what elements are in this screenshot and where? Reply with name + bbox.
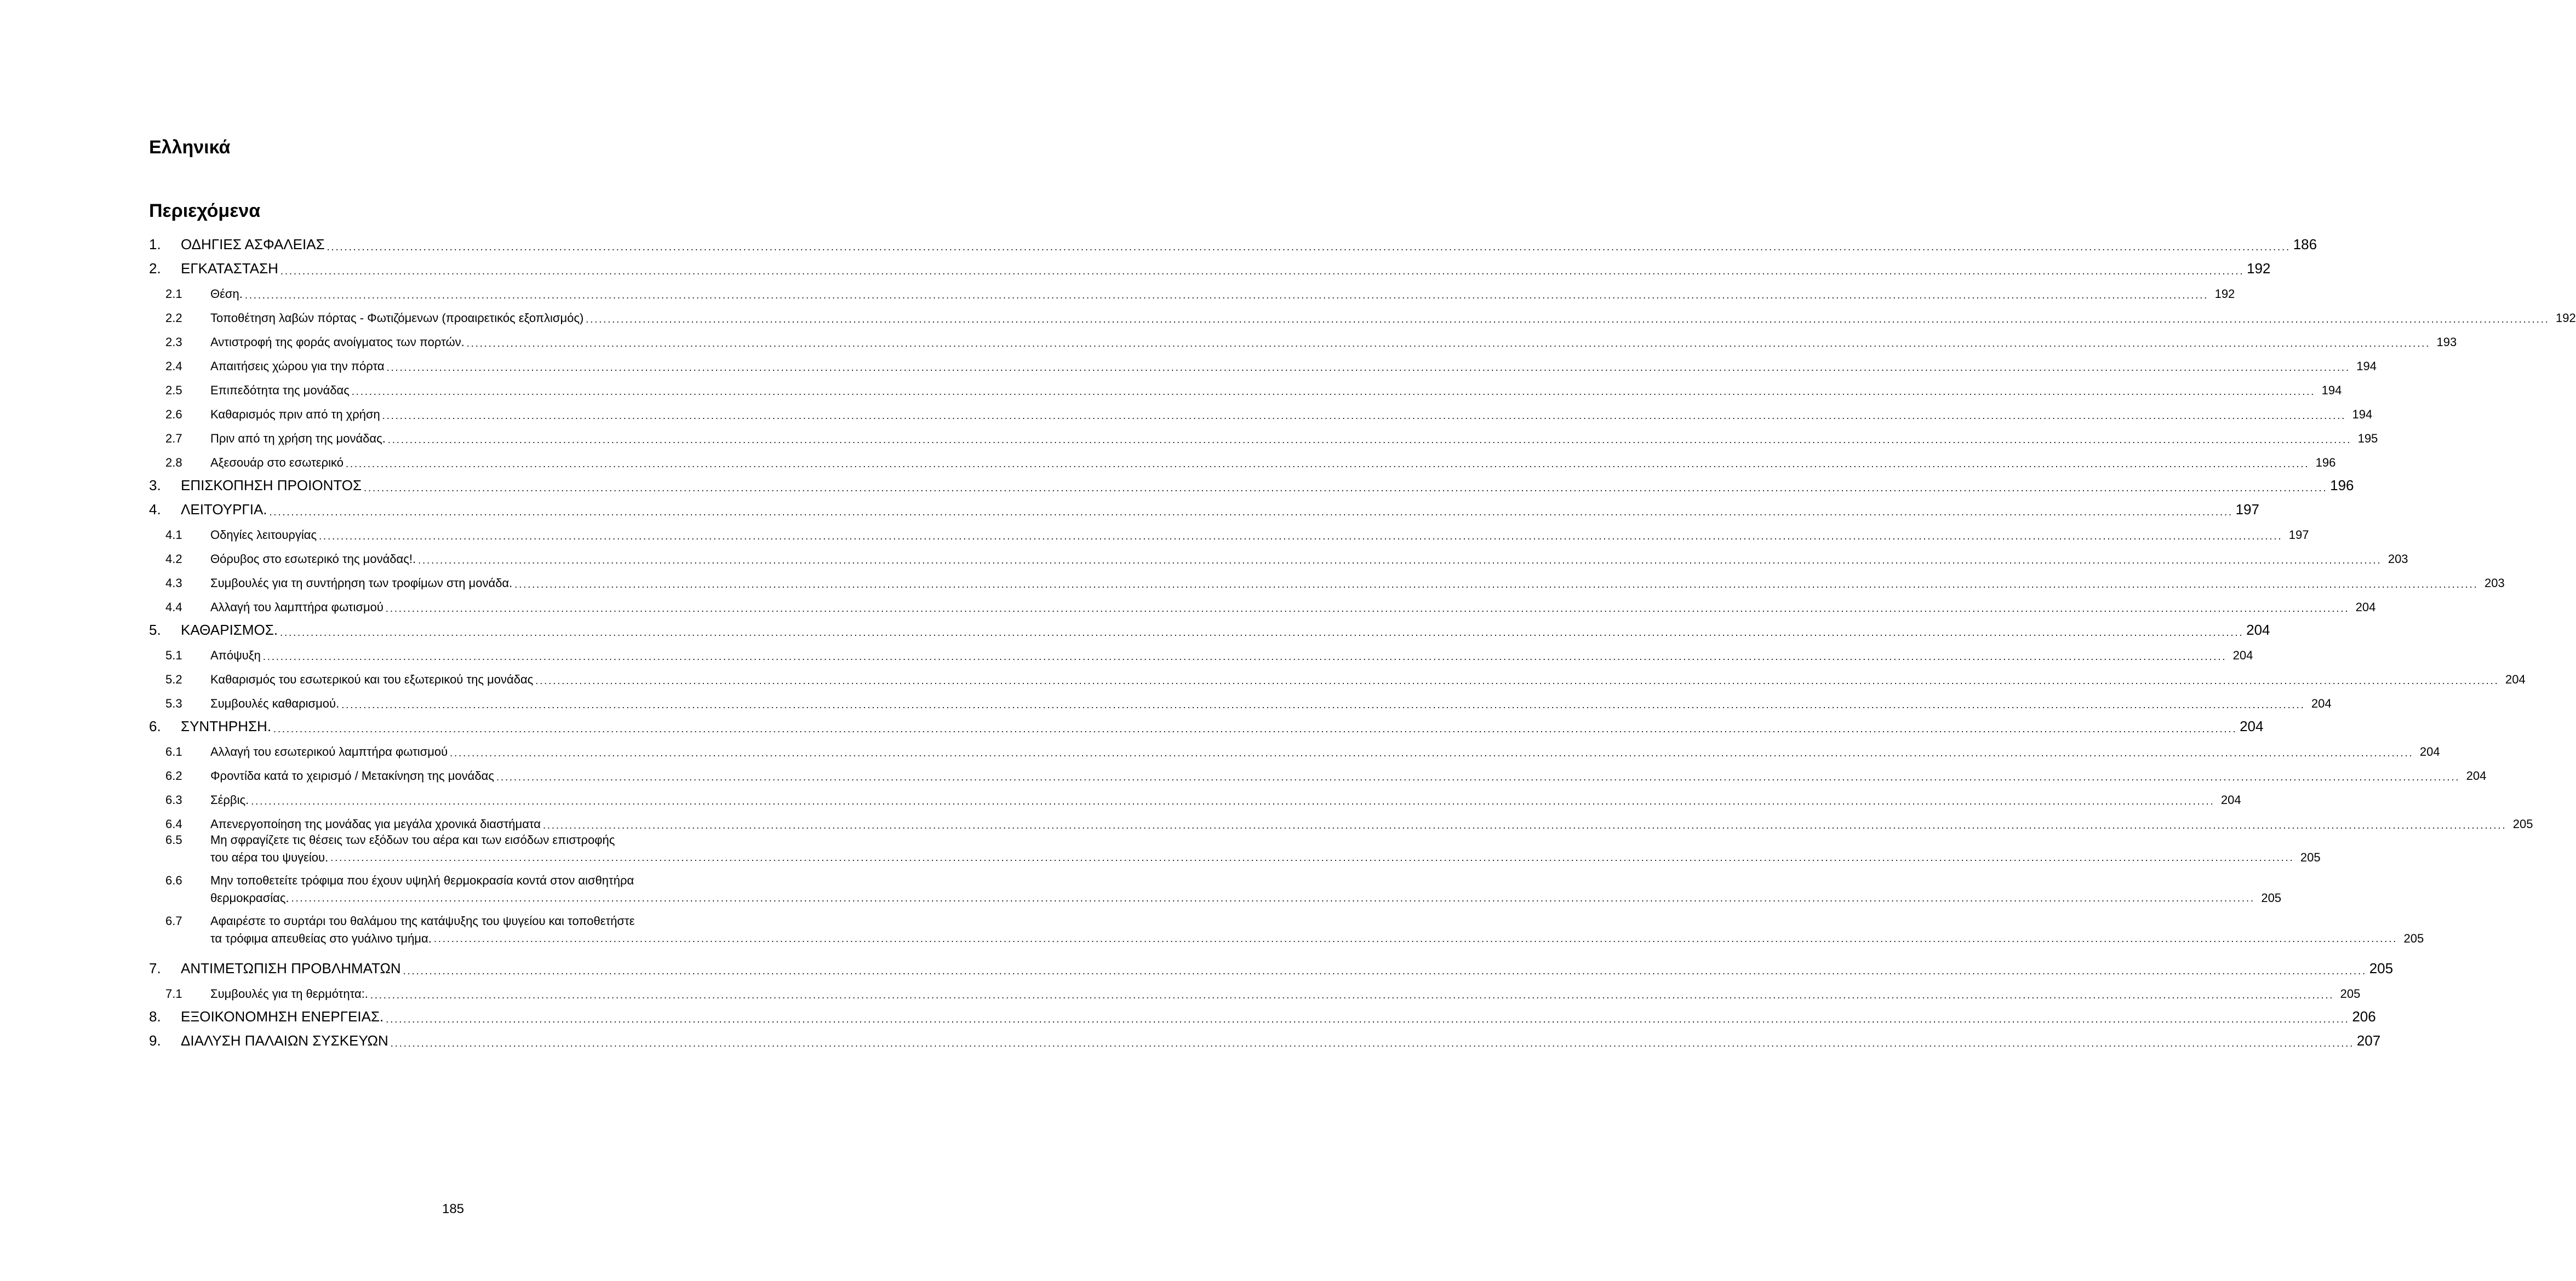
toc-entry[interactable] (149, 398, 2373, 422)
toc-entry-title: Θόρυβος στο εσωτερικό της μονάδας!. (210, 552, 416, 566)
toc-entry-number: 5.3 (165, 697, 182, 710)
toc-entry-page: 204 (2246, 622, 2270, 638)
toc-entry-title: Συμβουλές για τη συντήρηση των τροφίμων στη μονάδα. (210, 576, 513, 590)
toc-entry[interactable] (149, 759, 2487, 783)
toc-entry-number: 3. (149, 477, 161, 493)
toc-dot-leader (273, 723, 2237, 735)
toc-entry-number: 2.1 (165, 287, 182, 301)
toc-dot-leader (245, 290, 2208, 301)
toc-entry-page: 203 (2388, 552, 2408, 566)
toc-dot-leader (319, 531, 2282, 542)
toc-entry[interactable] (149, 735, 2440, 759)
toc-entry[interactable] (149, 1001, 2376, 1025)
toc-entry[interactable] (149, 518, 2309, 542)
toc-entry-title: Συμβουλές για τη θερμότητα:. (210, 987, 368, 1001)
toc-entry-page: 204 (2232, 648, 2253, 662)
toc-entry-page: 204 (2220, 793, 2241, 807)
toc-entry-page: 192 (2214, 287, 2235, 301)
toc-entry[interactable] (149, 663, 2526, 687)
toc-entry-title-continued-line (210, 889, 2282, 907)
toc-dot-leader (281, 266, 2244, 277)
toc-entry-title: ΕΞΟΙΚΟΝΟΜΗΣΗ ΕΝΕΡΓΕΙΑΣ. (181, 1008, 384, 1025)
toc-entry[interactable] (149, 912, 2424, 953)
toc-entry-title: Αλλαγή του λαμπτήρα φωτισμού (210, 600, 383, 614)
toc-entry[interactable] (149, 301, 2576, 325)
toc-entry-title: ΕΠΙΣΚΟΠΗΣΗ ΠΡΟΙΟΝΤΟΣ (181, 477, 362, 493)
toc-entry-number: 1. (149, 236, 161, 252)
toc-entry[interactable] (149, 470, 2354, 494)
toc-entry[interactable] (149, 590, 2376, 614)
toc-entry-page: 205 (2369, 960, 2394, 976)
toc-entry-title: Συμβουλές καθαρισμού. (210, 697, 340, 710)
toc-entry[interactable] (149, 325, 2457, 349)
toc-entry[interactable] (149, 783, 2241, 807)
toc-entry[interactable] (149, 977, 2361, 1001)
toc-entry[interactable] (149, 687, 2332, 711)
toc-entry[interactable] (149, 229, 2317, 253)
toc-entry-title: Οδηγίες λειτουργίας (210, 528, 317, 542)
toc-entry[interactable] (149, 831, 2321, 872)
toc-dot-leader (291, 889, 2255, 907)
toc-entry-number: 2.5 (165, 383, 182, 397)
table-of-contents (149, 229, 2576, 1049)
toc-entry-page: 204 (2466, 769, 2487, 783)
toc-entry-number: 4.4 (165, 600, 182, 614)
toc-entry[interactable] (149, 953, 2394, 977)
toc-dot-leader (388, 434, 2351, 446)
toc-dot-leader (391, 1038, 2354, 1049)
toc-dot-leader (327, 242, 2291, 253)
toc-entry-number: 6.7 (165, 914, 182, 928)
toc-entry-number: 8. (149, 1008, 161, 1025)
toc-dot-leader (496, 772, 2460, 783)
toc-entry-page: 186 (2293, 236, 2317, 252)
toc-entry-title-continued: θερμοκρασίας. (210, 891, 289, 905)
toc-entry-number: 4.3 (165, 576, 182, 590)
toc-entry[interactable] (149, 277, 2235, 301)
toc-entry[interactable] (149, 639, 2253, 663)
toc-entry-title: ΑΝΤΙΜΕΤΩΠΙΣΗ ΠΡΟΒΛΗΜΑΤΩΝ (181, 960, 401, 976)
toc-dot-leader (387, 362, 2350, 374)
toc-entry[interactable] (149, 614, 2270, 639)
toc-entry-title: Καθαρισμός του εσωτερικού και του εξωτερικού της μονάδας (210, 673, 534, 686)
toc-entry-title-continued: του αέρα του ψυγείου. (210, 851, 329, 864)
toc-entry-title: Μη σφραγίζετε τις θέσεις των εξόδων του αέρα και των εισόδων επιστροφής (210, 833, 615, 847)
toc-entry-page: 196 (2315, 456, 2336, 469)
toc-entry-title-block (210, 831, 2321, 872)
toc-dot-leader (330, 849, 2294, 866)
toc-entry-number: 6. (149, 718, 161, 734)
toc-dot-leader (403, 966, 2367, 977)
toc-dot-leader (434, 930, 2397, 947)
toc-entry-title: Σέρβις. (210, 793, 249, 807)
toc-entry-page: 194 (2321, 383, 2342, 397)
toc-entry-number: 7.1 (165, 987, 182, 1001)
language-heading: Ελληνικά (149, 137, 231, 158)
toc-entry[interactable] (149, 374, 2342, 398)
toc-entry-page: 193 (2436, 335, 2457, 349)
toc-entry-page: 196 (2330, 477, 2354, 493)
toc-entry-number: 6.2 (165, 769, 182, 783)
toc-entry-number: 4. (149, 501, 161, 518)
toc-entry-page: 205 (2261, 891, 2282, 905)
toc-entry-number: 2. (149, 260, 161, 277)
toc-dot-leader (346, 458, 2309, 470)
toc-entry-number: 4.2 (165, 552, 182, 566)
toc-dot-leader (263, 651, 2226, 663)
toc-entry-page: 204 (2419, 745, 2440, 759)
toc-entry-page: 204 (2355, 600, 2376, 614)
toc-entry-title: ΣΥΝΤΗΡΗΣΗ. (181, 718, 272, 734)
toc-entry-page: 204 (2311, 697, 2332, 710)
toc-entry-title: Απόψυξη (210, 648, 261, 662)
toc-dot-leader (341, 699, 2305, 711)
toc-entry-title: Αξεσουάρ στο εσωτερικό (210, 456, 344, 469)
toc-dot-leader (251, 796, 2214, 807)
toc-entry[interactable] (149, 422, 2378, 446)
toc-entry-title: Μην τοποθετείτε τρόφιμα που έχουν υψηλή θερμοκρασία κοντά στον αισθητήρα (210, 874, 634, 887)
toc-entry-title: Απενεργοποίηση της μονάδας για μεγάλα χρονικά διαστήματα (210, 817, 541, 831)
toc-entry-number: 6.5 (165, 833, 182, 847)
toc-entry-number: 7. (149, 960, 161, 976)
toc-entry-number: 5.1 (165, 648, 182, 662)
toc-entry-title: Επιπεδότητα της μονάδας (210, 383, 350, 397)
toc-entry-number: 4.1 (165, 528, 182, 542)
toc-dot-leader (543, 820, 2506, 831)
toc-heading: Περιεχόμενα (149, 200, 261, 221)
toc-entry-number: 5. (149, 622, 161, 638)
toc-entry-number: 6.1 (165, 745, 182, 759)
toc-dot-leader (370, 990, 2334, 1001)
toc-entry-title: Καθαρισμός πριν από τη χρήση (210, 407, 380, 421)
toc-entry-title: Θέση. (210, 287, 243, 301)
toc-entry-title: ΟΔΗΓΙΕΣ ΑΣΦΑΛΕΙΑΣ (181, 236, 325, 252)
toc-entry-number: 9. (149, 1032, 161, 1049)
toc-entry-title: Τοποθέτηση λαβών πόρτας - Φωτιζόμενων (προαιρετικός εξοπλισμός) (210, 311, 584, 325)
toc-dot-leader (280, 627, 2243, 639)
toc-entry-page: 195 (2357, 432, 2378, 445)
toc-entry-page: 192 (2246, 260, 2271, 277)
toc-entry-title: Απαιτήσεις χώρου για την πόρτα (210, 359, 385, 373)
toc-entry-number: 6.3 (165, 793, 182, 807)
toc-entry[interactable] (149, 349, 2377, 374)
toc-dot-leader (382, 410, 2346, 422)
toc-entry-page: 194 (2356, 359, 2377, 373)
toc-entry-number: 2.8 (165, 456, 182, 469)
toc-entry-title-continued-line (210, 930, 2424, 947)
toc-entry-number: 2.4 (165, 359, 182, 373)
toc-entry-title: Φροντίδα κατά το χειρισμό / Μετακίνηση της μονάδας (210, 769, 494, 783)
toc-entry-page: 205 (2403, 932, 2424, 945)
toc-dot-leader (418, 555, 2382, 566)
page-number: 185 (442, 1202, 465, 1216)
toc-entry-title: Πριν από τη χρήση της μονάδας. (210, 432, 386, 445)
toc-entry-number: 2.7 (165, 432, 182, 445)
toc-entry-title-continued: τα τρόφιμα απευθείας στο γυάλινο τμήμα. (210, 932, 432, 945)
toc-entry-title: Αντιστροφή της φοράς ανοίγματος των πορτών. (210, 335, 465, 349)
toc-entry[interactable] (149, 542, 2408, 566)
toc-entry[interactable] (149, 711, 2264, 735)
toc-entry-title-block (210, 912, 2424, 953)
toc-dot-leader (270, 507, 2233, 518)
toc-entry-title-block (210, 872, 2282, 912)
toc-entry-number: 6.6 (165, 874, 182, 887)
toc-entry-page: 192 (2556, 311, 2576, 325)
toc-dot-leader (586, 314, 2549, 325)
toc-dot-leader (514, 579, 2478, 590)
toc-dot-leader (450, 748, 2413, 759)
toc-entry-number: 2.3 (165, 335, 182, 349)
toc-entry-number: 6.4 (165, 817, 182, 831)
toc-entry[interactable] (149, 253, 2271, 277)
toc-entry-page: 203 (2485, 576, 2505, 590)
toc-entry-title-continued-line (210, 849, 2321, 866)
toc-dot-leader (352, 386, 2315, 398)
toc-entry-title: ΛΕΙΤΟΥΡΓΙΑ. (181, 501, 267, 518)
toc-entry-title: Αφαιρέστε το συρτάρι του θαλάμου της κατάψυξης του ψυγείου και τοποθετήστε (210, 914, 635, 928)
toc-entry[interactable] (149, 566, 2505, 590)
toc-entry-page: 204 (2505, 673, 2526, 686)
toc-entry-number: 5.2 (165, 673, 182, 686)
toc-entry-title: ΚΑΘΑΡΙΣΜΟΣ. (181, 622, 278, 638)
toc-entry[interactable] (149, 446, 2336, 470)
toc-entry-page: 205 (2340, 987, 2361, 1001)
toc-dot-leader (467, 338, 2430, 349)
toc-entry[interactable] (149, 1025, 2381, 1049)
toc-entry-page: 194 (2352, 407, 2373, 421)
toc-dot-leader (386, 603, 2349, 614)
toc-entry-page: 204 (2240, 718, 2264, 734)
toc-dot-leader (386, 1014, 2349, 1025)
toc-entry[interactable] (149, 494, 2259, 518)
toc-entry-page: 205 (2512, 817, 2533, 831)
toc-entry-number: 2.2 (165, 311, 182, 325)
toc-entry[interactable] (149, 807, 2533, 831)
toc-dot-leader (364, 482, 2327, 494)
toc-entry-title: ΕΓΚΑΤΑΣΤΑΣΗ (181, 260, 278, 277)
toc-entry-page: 206 (2352, 1008, 2376, 1025)
toc-entry-number: 2.6 (165, 407, 182, 421)
toc-entry-page: 197 (2235, 501, 2259, 518)
toc-dot-leader (535, 675, 2499, 687)
toc-entry[interactable] (149, 872, 2282, 912)
toc-entry-page: 197 (2288, 528, 2309, 542)
toc-entry-page: 207 (2356, 1032, 2381, 1049)
toc-entry-page: 205 (2300, 851, 2321, 864)
toc-entry-title: ΔΙΑΛΥΣΗ ΠΑΛΑΙΩΝ ΣΥΣΚΕΥΩΝ (181, 1032, 388, 1049)
toc-entry-title: Αλλαγή του εσωτερικού λαμπτήρα φωτισμού (210, 745, 448, 759)
